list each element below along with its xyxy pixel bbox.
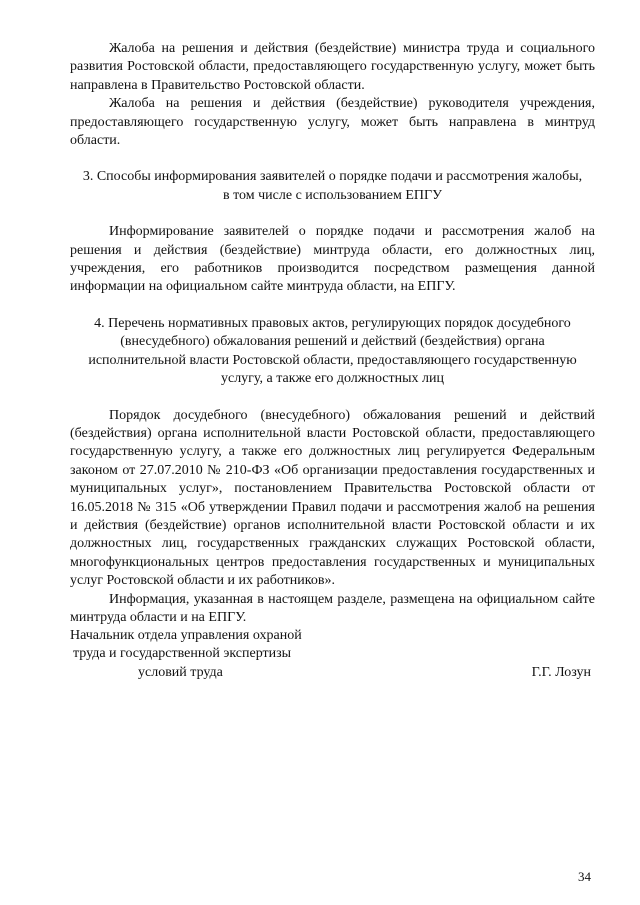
section-4-paragraph-2: Информация, указанная в настоящем разделе, размещена на официальном сайте минтруда области и на ЕПГУ. [70, 591, 595, 625]
section-3 [70, 168, 595, 296]
page-number: 34 [578, 869, 591, 884]
section-4-heading: 4. Перечень нормативных правовых актов, регулирующих порядок досудебного (внесудебного) обжалования решений и действий (бездействия) органа исполнительной власти Ростовской области, предоставляющего государственную услугу, а также его должностных лиц [88, 315, 577, 387]
section-3-heading: 3. Способы информирования заявителей о порядке подачи и рассмотрения жалобы, в том числе с использованием ЕПГУ [82, 169, 583, 203]
signature-position-line-2: труда и государственной экспертизы [73, 646, 292, 662]
signature-position-line-3: условий труда [138, 664, 223, 680]
section-3-paragraph: Информирование заявителей о порядке подачи и рассмотрения жалоб на решения и действия (бездействие) минтруда области, его должностных лиц, учреждения, его работников производится посредством размещения данной информации на официальном сайте минтруда области, на ЕПГУ. [70, 224, 595, 295]
signature-block [70, 627, 595, 682]
signatory-name: Г.Г. Лозун [531, 664, 591, 680]
signature-line-3 [70, 664, 595, 682]
document-body [70, 40, 595, 627]
signature-position-line-1: Начальник отдела управления охраной [70, 628, 302, 643]
section-4-paragraph-1: Порядок досудебного (внесудебного) обжалования решений и действий (бездействия) органа исполнительной власти Ростовской области, предоставляющего государственную услугу, а также его должностных лиц регулируется Федеральным законом от 27.07.2010 № 210-ФЗ «Об организации предоставления государственных и муниципальных услуг», постановлением Правительства Ростовской области от 16.05.2018 № 315 «Об утверждении Правил подачи и рассмотрения жалоб на решения и действия (бездействие) органов исполнительной власти Ростовской области и их должностных лиц, государственных гражданских служащих Ростовской области, многофункциональных центров предоставления государственных и муниципальных услуг Ростовской области и их работников». [70, 407, 595, 589]
intro-paragraph-2: Жалоба на решения и действия (бездействие) руководителя учреждения, предоставляющего государственную услугу, может быть направлена в минтруд области. [70, 96, 595, 149]
intro-paragraph-1: Жалоба на решения и действия (бездействие) министра труда и социального развития Ростовской области, предоставляющего государственную услугу, может быть направлена в Правительство Ростовской области. [70, 41, 595, 93]
section-4 [70, 315, 595, 628]
